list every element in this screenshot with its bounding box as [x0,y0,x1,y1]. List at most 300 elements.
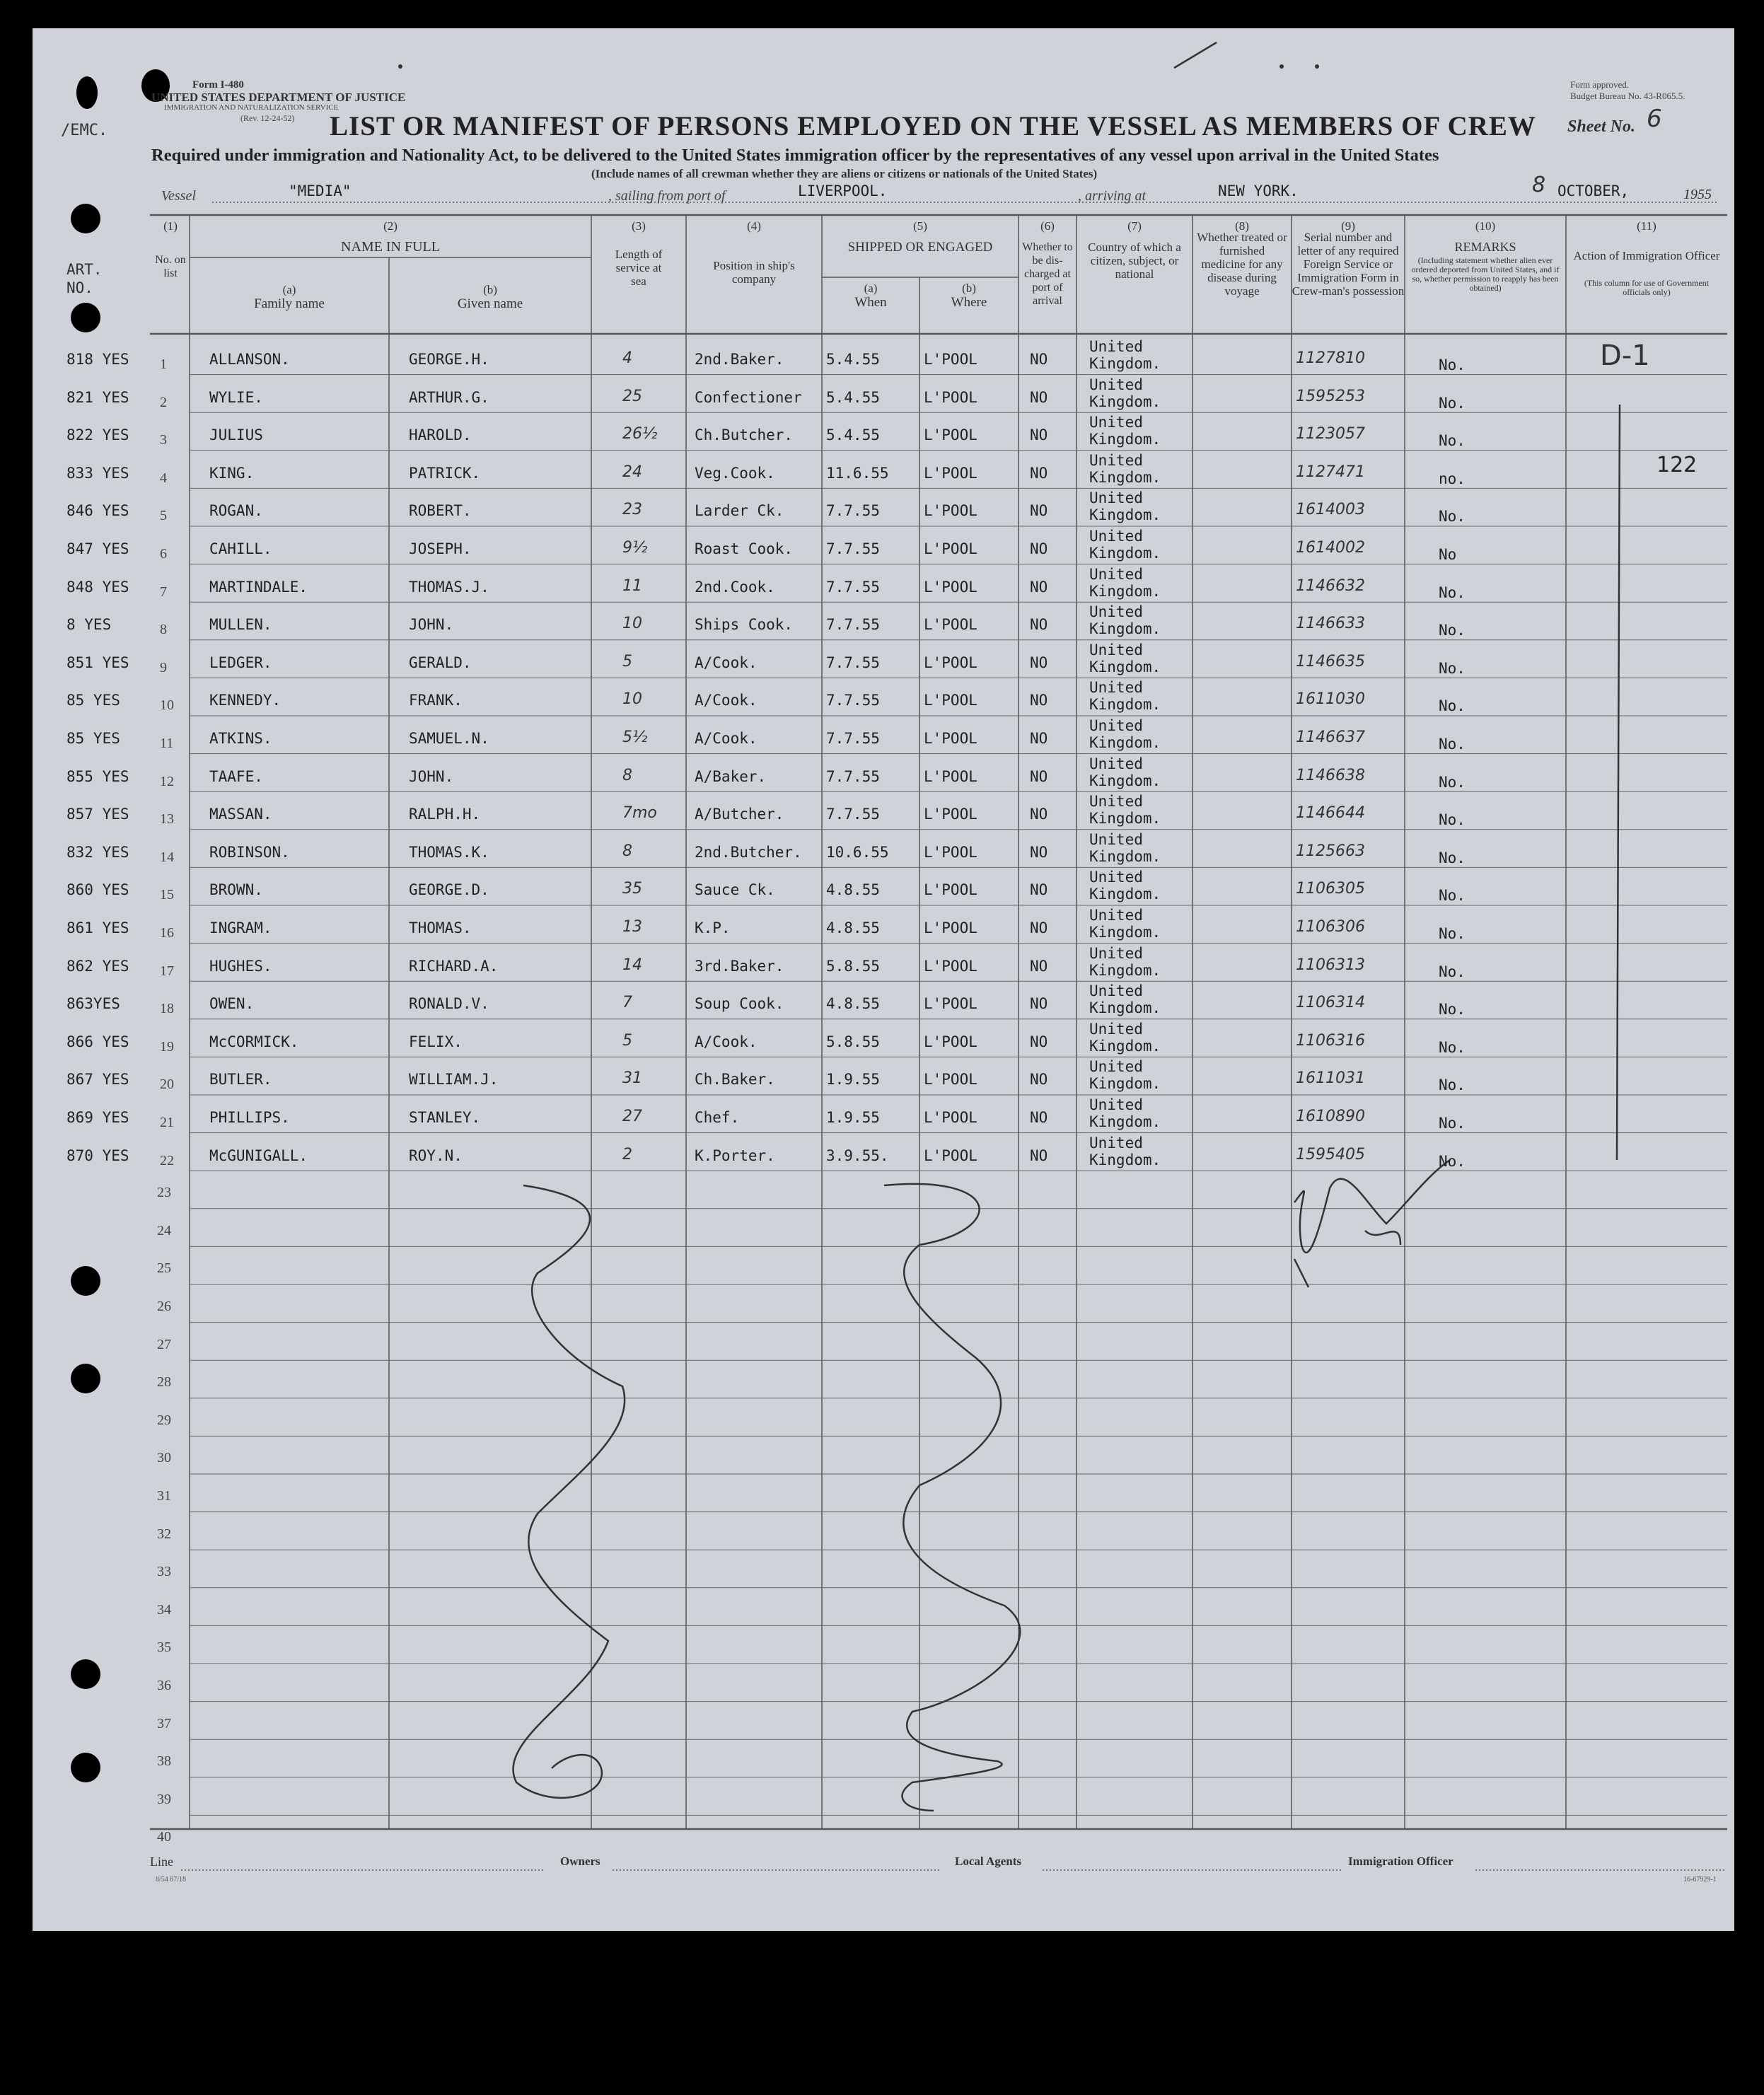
serial-number: 1614003 [1296,501,1365,519]
serial-number: 1127471 [1296,463,1365,481]
line-number: 37 [157,1715,171,1731]
art-number: 833 YES [66,464,129,482]
discharge-status: NO [1030,1109,1048,1126]
art-number: 822 YES [66,426,129,444]
footer-agents-label: Local Agents [955,1855,1021,1868]
given-name: ROY.N. [409,1147,463,1164]
serial-number: 1611031 [1296,1069,1365,1088]
shipped-where: L'POOL [924,1071,977,1089]
col5b-letter: (b) [962,282,976,295]
approval-line-2: Budget Bureau No. 43-R065.5. [1570,91,1685,101]
position: Confectioner [695,388,802,406]
table-row [0,905,1764,943]
line-number: 5 [160,508,167,524]
length-of-service: 13 [622,918,642,936]
col8-header: Whether treated or furnished medicine for any disease during voyage [1197,231,1287,298]
line-number: 27 [157,1336,171,1352]
art-number: 857 YES [66,806,129,823]
remarks: No. [1439,659,1466,677]
art-number: 866 YES [66,1033,129,1050]
line-number: 22 [160,1152,174,1168]
family-name: TAAFE. [209,767,263,785]
serial-number: 1123057 [1296,425,1365,443]
position: Veg.Cook. [695,464,775,482]
table-row [0,944,1764,981]
shipped-where: L'POOL [924,616,977,634]
length-of-service: 7mo [622,804,657,823]
art-number: 862 YES [66,957,129,975]
remarks: No. [1439,432,1466,450]
length-of-service: 25 [622,387,642,405]
remarks: No. [1439,773,1466,791]
line-number: 19 [160,1038,174,1055]
position: K.P. [695,919,731,936]
line-number: 9 [160,659,167,675]
subtitle: Required under immigration and Nationality Act, to be delivered to the United States immigration officer by the representatives of any vessel upon arrival in the United States [151,146,1439,165]
shipped-where: L'POOL [924,464,977,482]
table-row [0,830,1764,867]
given-name: JOHN. [409,767,454,785]
serial-number: 1146637 [1296,729,1365,746]
col2a-header: Family name [254,296,325,311]
position: A/Baker. [695,767,767,785]
family-name: ALLANSON. [209,351,290,368]
art-number: 867 YES [66,1071,129,1089]
line-number: 31 [157,1488,171,1504]
serial-number: 1106316 [1296,1031,1365,1050]
country: United Kingdom. [1089,907,1161,941]
line-number: 36 [157,1678,171,1693]
position: Ch.Baker. [695,1071,775,1089]
family-name: BROWN. [209,881,263,899]
length-of-service: 5 [622,652,632,671]
shipped-when: 7.7.55 [826,730,880,747]
discharge-status: NO [1030,616,1048,634]
position: 2nd.Baker. [695,351,784,368]
serial-number: 1146635 [1296,652,1365,671]
remarks: No. [1439,697,1466,715]
shipped-where: L'POOL [924,351,977,368]
serial-number: 1125663 [1296,842,1365,860]
position: K.Porter. [695,1147,775,1164]
discharge-status: NO [1030,843,1048,861]
country: United Kingdom. [1089,1096,1161,1130]
shipped-when: 11.6.55 [826,464,889,482]
country: United Kingdom. [1089,755,1161,789]
remarks: No. [1439,1038,1466,1056]
line-number: 29 [157,1412,171,1428]
country: United Kingdom. [1089,793,1161,828]
arrival-month: OCTOBER, [1557,182,1630,199]
table-row [0,526,1764,564]
length-of-service: 4 [622,349,632,367]
given-name: SAMUEL.N. [409,730,489,747]
table-row [0,640,1764,678]
serial-number: 1146632 [1296,576,1365,595]
vessel-name: "MEDIA" [289,182,352,199]
revision-date: (Rev. 12-24-52) [240,113,295,123]
given-name: HAROLD. [409,426,472,444]
country: United Kingdom. [1089,603,1161,638]
length-of-service: 8 [622,842,632,860]
family-name: LEDGER. [209,654,272,671]
given-name: RONALD.V. [409,995,489,1013]
shipped-where: L'POOL [924,843,977,861]
shipped-when: 7.7.55 [826,692,880,709]
line-number: 11 [160,736,174,751]
length-of-service: 7 [622,994,632,1012]
art-number: 832 YES [66,843,129,861]
length-of-service: 10 [622,690,642,709]
col3-number: (3) [632,219,646,233]
shipped-when: 10.6.55 [826,843,889,861]
discharge-status: NO [1030,540,1048,557]
position: Larder Ck. [695,502,784,520]
shipped-where: L'POOL [924,692,977,709]
table-row [0,791,1764,829]
line-number: 34 [157,1601,171,1618]
remarks: No. [1439,736,1466,753]
shipped-when: 7.7.55 [826,540,880,557]
position: 3rd.Baker. [695,957,784,975]
table-row [0,981,1764,1019]
discharge-status: NO [1030,730,1048,747]
sheet-number: 6 [1647,105,1662,133]
include-note: (Include names of all crewman whether they are aliens or citizens or nationals of the United States) [591,167,1098,180]
approval-line-1: Form approved. [1570,79,1630,90]
service-name: IMMIGRATION AND NATURALIZATION SERVICE [164,103,339,112]
remarks: No. [1439,356,1466,373]
shipped-where: L'POOL [924,767,977,785]
family-name: ROGAN. [209,502,263,520]
arrival-year: 1955 [1683,187,1712,202]
shipped-where: L'POOL [924,540,977,557]
serial-number: 1610890 [1296,1108,1365,1125]
position: 2nd.Cook. [695,578,775,596]
discharge-status: NO [1030,1147,1048,1164]
serial-number: 1614002 [1296,539,1365,557]
line-number: 26 [157,1299,171,1314]
serial-number: 1106305 [1296,880,1365,898]
print-code-right: 16-67929-1 [1683,1876,1717,1884]
given-name: GEORGE.D. [409,881,489,899]
table-row [0,1019,1764,1057]
given-name: THOMAS. [409,919,472,936]
family-name: ROBINSON. [209,843,290,861]
remarks: No. [1439,394,1466,412]
col7-header: Country of which a citizen, subject, or national [1088,240,1181,281]
art-number: 848 YES [66,578,129,596]
col1-number: (1) [163,219,178,233]
family-name: MARTINDALE. [209,578,308,596]
serial-number: 1106314 [1296,994,1365,1012]
shipped-where: L'POOL [924,1109,977,1126]
length-of-service: 11 [622,576,642,595]
discharge-status: NO [1030,426,1048,444]
discharge-status: NO [1030,881,1048,899]
family-name: JULIUS [209,426,263,444]
art-no-label: ART. NO. [66,261,103,296]
line-number: 38 [157,1753,171,1770]
family-name: MULLEN. [209,616,272,634]
family-name: McGUNIGALL. [209,1147,308,1164]
country: United Kingdom. [1089,376,1161,410]
country: United Kingdom. [1089,489,1161,524]
col6-number: (6) [1040,219,1055,233]
line-number: 30 [157,1450,171,1466]
line-number: 39 [157,1791,171,1807]
officer-count: 122 [1656,453,1698,477]
shipped-where: L'POOL [924,654,977,671]
given-name: THOMAS.K. [409,843,489,861]
sailing-label: , sailing from port of [608,188,726,204]
family-name: WYLIE. [209,388,263,406]
remarks: no. [1439,470,1466,487]
art-number: 870 YES [66,1147,129,1164]
arriving-label: , arriving at [1078,188,1147,204]
shipped-where: L'POOL [924,881,977,899]
line-number: 21 [160,1115,174,1130]
discharge-status: NO [1030,1033,1048,1050]
shipped-where: L'POOL [924,730,977,747]
given-name: RALPH.H. [409,806,481,823]
shipped-when: 5.4.55 [826,351,880,368]
family-name: KENNEDY. [209,692,282,709]
col10-header: REMARKS [1454,240,1516,254]
col8-number: (8) [1235,219,1249,233]
country: United Kingdom. [1089,641,1161,675]
col2b-header: Given name [457,296,523,311]
remarks: No. [1439,1001,1466,1019]
remarks: No. [1439,584,1466,601]
remarks: No. [1439,963,1466,980]
family-name: ATKINS. [209,730,272,747]
line-number: 18 [160,1001,174,1017]
art-number: 818 YES [66,351,129,368]
sheet-label: Sheet No. [1567,117,1635,136]
shipped-when: 5.8.55 [826,957,880,975]
discharge-status: NO [1030,351,1048,368]
col7-number: (7) [1127,219,1142,233]
shipped-when: 7.7.55 [826,806,880,823]
art-number: 851 YES [66,654,129,671]
col5a-header: When [854,295,887,310]
serial-number: 1595253 [1296,387,1365,405]
remarks: No. [1439,1115,1466,1132]
art-number: 863YES [66,995,120,1013]
given-name: ROBERT. [409,502,472,520]
given-name: FRANK. [409,692,463,709]
discharge-status: NO [1030,767,1048,785]
col6-header: Whether to be dis-charged at port of arrival [1022,241,1073,307]
line-number: 3 [160,432,167,448]
given-name: RICHARD.A. [409,957,499,975]
given-name: JOSEPH. [409,540,472,557]
department-name: UNITED STATES DEPARTMENT OF JUSTICE [151,91,406,104]
art-number: 8 YES [66,616,112,634]
discharge-status: NO [1030,578,1048,596]
col2b-letter: (b) [483,283,497,296]
length-of-service: 26½ [622,425,658,443]
discharge-status: NO [1030,388,1048,406]
col11-number: (11) [1637,219,1656,233]
art-number: 869 YES [66,1109,129,1126]
length-of-service: 31 [622,1069,642,1088]
table-row [0,602,1764,639]
col5-header: SHIPPED OR ENGAGED [847,240,993,255]
line-number: 17 [160,963,174,979]
shipped-when: 4.8.55 [826,995,880,1013]
remarks: No. [1439,887,1466,905]
position: Sauce Ck. [695,881,775,899]
serial-number: 1146644 [1296,804,1365,823]
col10-note: (Including statement whether alien ever ordered deported from United States, and if so, whether permission to reapply has been obtained) [1411,255,1560,293]
given-name: GEORGE.H. [409,351,489,368]
given-name: PATRICK. [409,464,481,482]
col2-header: NAME IN FULL [341,239,440,255]
position: A/Cook. [695,1033,758,1050]
serial-number: 1146633 [1296,615,1365,633]
col11-header: Action of Immigration Officer [1573,249,1720,262]
shipped-when: 7.7.55 [826,578,880,596]
col5b-header: Where [951,295,987,310]
remarks: No. [1439,1152,1466,1170]
shipped-when: 4.8.55 [826,919,880,936]
country: United Kingdom. [1089,528,1161,562]
art-number: 821 YES [66,388,129,406]
country: United Kingdom. [1089,982,1161,1017]
table-row [0,1095,1764,1132]
given-name: FELIX. [409,1033,463,1050]
line-number: 14 [160,849,174,865]
length-of-service: 5 [622,1031,632,1050]
page-title: LIST OR MANIFEST OF PERSONS EMPLOYED ON THE VESSEL AS MEMBERS OF CREW [330,111,1536,141]
line-number: 15 [160,887,174,903]
art-number: 85 YES [66,730,120,747]
position: A/Cook. [695,692,758,709]
shipped-when: 4.8.55 [826,881,880,899]
remarks: No. [1439,849,1466,866]
shipped-where: L'POOL [924,426,977,444]
print-code-left: 8/54 87/18 [156,1876,187,1884]
discharge-status: NO [1030,919,1048,936]
col4-header: Position in ship's company [713,259,795,286]
discharge-status: NO [1030,654,1048,671]
art-number: 846 YES [66,502,129,520]
given-name: THOMAS.J. [409,578,489,596]
line-number: 28 [157,1374,171,1391]
serial-number: 1106306 [1296,918,1365,936]
shipped-when: 7.7.55 [826,502,880,520]
serial-number: 1595405 [1296,1145,1365,1163]
shipped-where: L'POOL [924,806,977,823]
col5a-letter: (a) [864,282,878,295]
shipped-when: 7.7.55 [826,654,880,671]
country: United Kingdom. [1089,1058,1161,1093]
table-row [0,1057,1764,1094]
line-number: 10 [160,697,174,714]
line-number: 6 [160,546,167,562]
given-name: STANLEY. [409,1109,481,1126]
line-number: 7 [160,584,167,600]
length-of-service: 2 [622,1145,632,1163]
discharge-status: NO [1030,502,1048,520]
serial-number: 1127810 [1296,349,1365,367]
shipped-when: 7.7.55 [826,767,880,785]
discharge-status: NO [1030,1071,1048,1089]
art-number: 85 YES [66,692,120,709]
position: Ships Cook. [695,616,794,634]
shipped-where: L'POOL [924,957,977,975]
family-name: HUGHES. [209,957,272,975]
table-row [0,564,1764,602]
art-number: 860 YES [66,881,129,899]
art-number: 861 YES [66,919,129,936]
departure-port: LIVERPOOL. [798,182,888,199]
col10-number: (10) [1475,219,1496,233]
family-name: PHILLIPS. [209,1109,290,1126]
line-number: 40 [157,1829,171,1845]
line-number: 33 [157,1564,171,1580]
family-name: CAHILL. [209,540,272,557]
family-name: OWEN. [209,995,255,1013]
remarks: No. [1439,508,1466,526]
line-number: 20 [160,1076,174,1093]
table-row [0,412,1764,450]
col4-number: (4) [747,219,761,233]
length-of-service: 35 [622,880,642,898]
line-number: 1 [160,356,167,372]
shipped-where: L'POOL [924,388,977,406]
shipped-when: 3.9.55. [826,1147,889,1164]
line-number: 2 [160,394,167,410]
shipped-where: L'POOL [924,919,977,936]
position: Chef. [695,1109,740,1126]
country: United Kingdom. [1089,414,1161,448]
table-row [0,1133,1764,1171]
line-number: 23 [157,1185,171,1201]
remarks: No. [1439,811,1466,829]
line-number: 4 [160,470,167,486]
position: A/Cook. [695,654,758,671]
shipped-when: 5.4.55 [826,388,880,406]
position: A/Cook. [695,730,758,747]
family-name: McCORMICK. [209,1033,299,1050]
length-of-service: 5½ [622,729,648,746]
table-row [0,678,1764,715]
table-row [0,451,1764,488]
country: United Kingdom. [1089,1020,1161,1055]
country: United Kingdom. [1089,679,1161,714]
serial-number: 1611030 [1296,690,1365,709]
country: United Kingdom. [1089,944,1161,979]
serial-number: 1106313 [1296,956,1365,974]
arrival-port: NEW YORK. [1218,182,1299,199]
col11-note: (This column for use of Government officials only) [1584,278,1710,297]
line-number: 24 [157,1222,171,1238]
country: United Kingdom. [1089,338,1161,372]
line-number: 25 [157,1260,171,1277]
table-row [0,867,1764,905]
footer-line-label: Line [150,1855,173,1869]
country: United Kingdom. [1089,717,1161,751]
given-name: WILLIAM.J. [409,1071,499,1089]
length-of-service: 23 [622,501,642,519]
discharge-status: NO [1030,464,1048,482]
table-row [0,716,1764,753]
position: 2nd.Butcher. [695,843,802,861]
line-number: 13 [160,811,174,828]
